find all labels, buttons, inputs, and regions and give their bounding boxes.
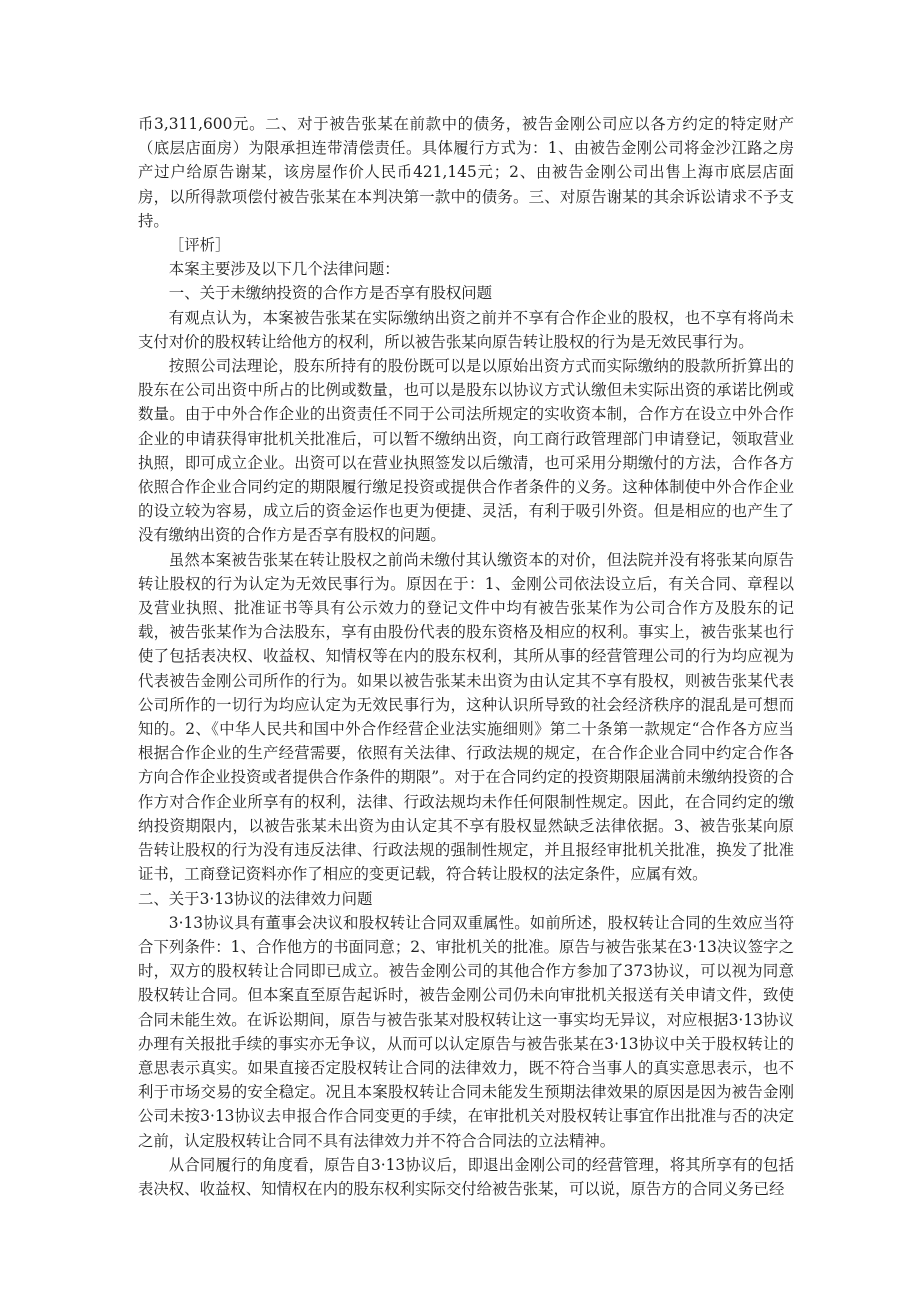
paragraph-company-law-theory: 按照公司法理论，股东所持有的股份既可以是以原始出资方式而实际缴纳的股款所折算出的股东在公司出资中所占的比例或数量，也可以是股东以协议方式认缴但未实际出资的承诺比例或数量。由于中外合作企业的出资责任不同于公司法所规定的实收资本制，合作方在设立中外合作企业的申请获得审批机关批准后，可以暂不缴纳出资，向工商行政管理部门申请登记，领取营业执照，即可成立企业。出资可以在营业执照签发以后缴清，也可采用分期缴付的方法，合作各方依照合作企业合同约定的期限履行缴足投资或提供合作者条件的义务。这种体制使中外合作企业的设立较为容易，成立后的资金运作也更为便捷、灵活，有利于吸引外资。但是相应的也产生了没有缴纳出资的合作方是否享有股权的问题。	[138, 357, 794, 545]
document-body	[138, 112, 794, 1201]
paragraph-court-reasoning: 虽然本案被告张某在转让股权之前尚未缴付其认缴资本的对价，但法院并没有将张某向原告转让股权的行为认定为无效民事行为。原因在于：1、金刚公司依法设立后，有关合同、章程以及营业执照、批准证书等具有公示效力的登记文件中均有被告张某作为公司合作方及股东的记载，被告张某作为合法股东，享有由股份代表的股东资格及相应的权利。事实上，被告张某也行使了包括表决权、收益权、知情权等在内的股东权利，其所从事的经营管理公司的行为均应视为代表被告金刚公司所作的行为。如果以被告张某未出资为由认定其不享有股权，则被告张某代表公司所作的一切行为均应认定为无效民事行为，这种认识所导致的社会经济秩序的混乱是可想而知的。2、《中华人民共和国中外合作经营企业法实施细则》第二十条第一款规定“合作各方应当根据合作企业的生产经营需要，依照有关法律、行政法规的规定，在合作企业合同中约定合作各方向合作企业投资或者提供合作条件的期限”。对于在合同约定的投资期限届满前未缴纳投资的合作方对合作企业所享有的权利，法律、行政法规均未作任何限制性规定。因此，在合同约定的缴纳投资期限内，以被告张某未出资为由认定其不享有股权显然缺乏法律依据。3、被告张某向原告转让股权的行为没有违反法律、行政法规的强制性规定，并且报经审批机关批准，换发了批准证书，工商登记资料亦作了相应的变更记载，符合转让股权的法定条件，应属有效。	[138, 550, 794, 884]
paragraph-contract-performance: 从合同履行的角度看，原告自3·13协议后，即退出金刚公司的经营管理，将其所享有的包括表决权、收益权、知情权在内的股东权利实际交付给被告张某，可以说，原告方的合同义务已经	[138, 1155, 794, 1198]
paragraph-agreement-nature: 3·13协议具有董事会决议和股权转让合同双重属性。如前所述，股权转让合同的生效应当符合下列条件：1、合作他方的书面同意；2、审批机关的批准。原告与被告张某在3·13决议签字之时，双方的股权转让合同即已成立。被告金刚公司的其他合作方参加了373协议，可以视为同意股权转让合同。但本案直至原告起诉时，被告金刚公司仍未向审批机关报送有关申请文件，致使合同未能生效。在诉讼期间，原告与被告张某对股权转让这一事实均无异议，对应根据3·13协议办理有关报批手续的事实亦无争议，从而可以认定原告与被告张某在3·13协议中关于股权转让的意思表示真实。如果直接否定股权转让合同的法律效力，既不符合当事人的真实意思表示，也不利于市场交易的安全稳定。况且本案股权转让合同未能发生预期法律效果的原因是因为被告金刚公司未按3·13协议去申报合作合同变更的手续，在审批机关对股权转让事宜作出批准与否的决定之前，认定股权转让合同不具有法律效力并不符合合同法的立法精神。	[138, 913, 794, 1150]
paragraph-opposing-view: 有观点认为，本案被告张某在实际缴纳出资之前并不享有合作企业的股权，也不享有将尚未支付对价的股权转让给他方的权利，所以被告张某向原告转让股权的行为是无效民事行为。	[138, 308, 794, 351]
section-heading-commentary: ［评析］	[168, 236, 231, 255]
paragraph-judgment-continuation: 币3,311,600元。二、对于被告张某在前款中的债务，被告金刚公司应以各方约定的特定财产（底层店面房）为限承担连带清偿责任。具体履行方式为：1、由被告金刚公司将金沙江路之房产过户给原告谢某，该房屋作价人民币421,145元；2、由被告金刚公司出售上海市底层店面房，以所得款项偿付被告张某在本判决第一款中的债务。三、对原告谢某的其余诉讼请求不予支持。	[138, 115, 794, 230]
paragraph-intro: 本案主要涉及以下几个法律问题：	[168, 260, 400, 279]
subheading-issue-two: 二、关于3·13协议的法律效力问题	[138, 889, 373, 908]
subheading-issue-one: 一、关于未缴纳投资的合作方是否享有股权问题	[168, 284, 493, 303]
